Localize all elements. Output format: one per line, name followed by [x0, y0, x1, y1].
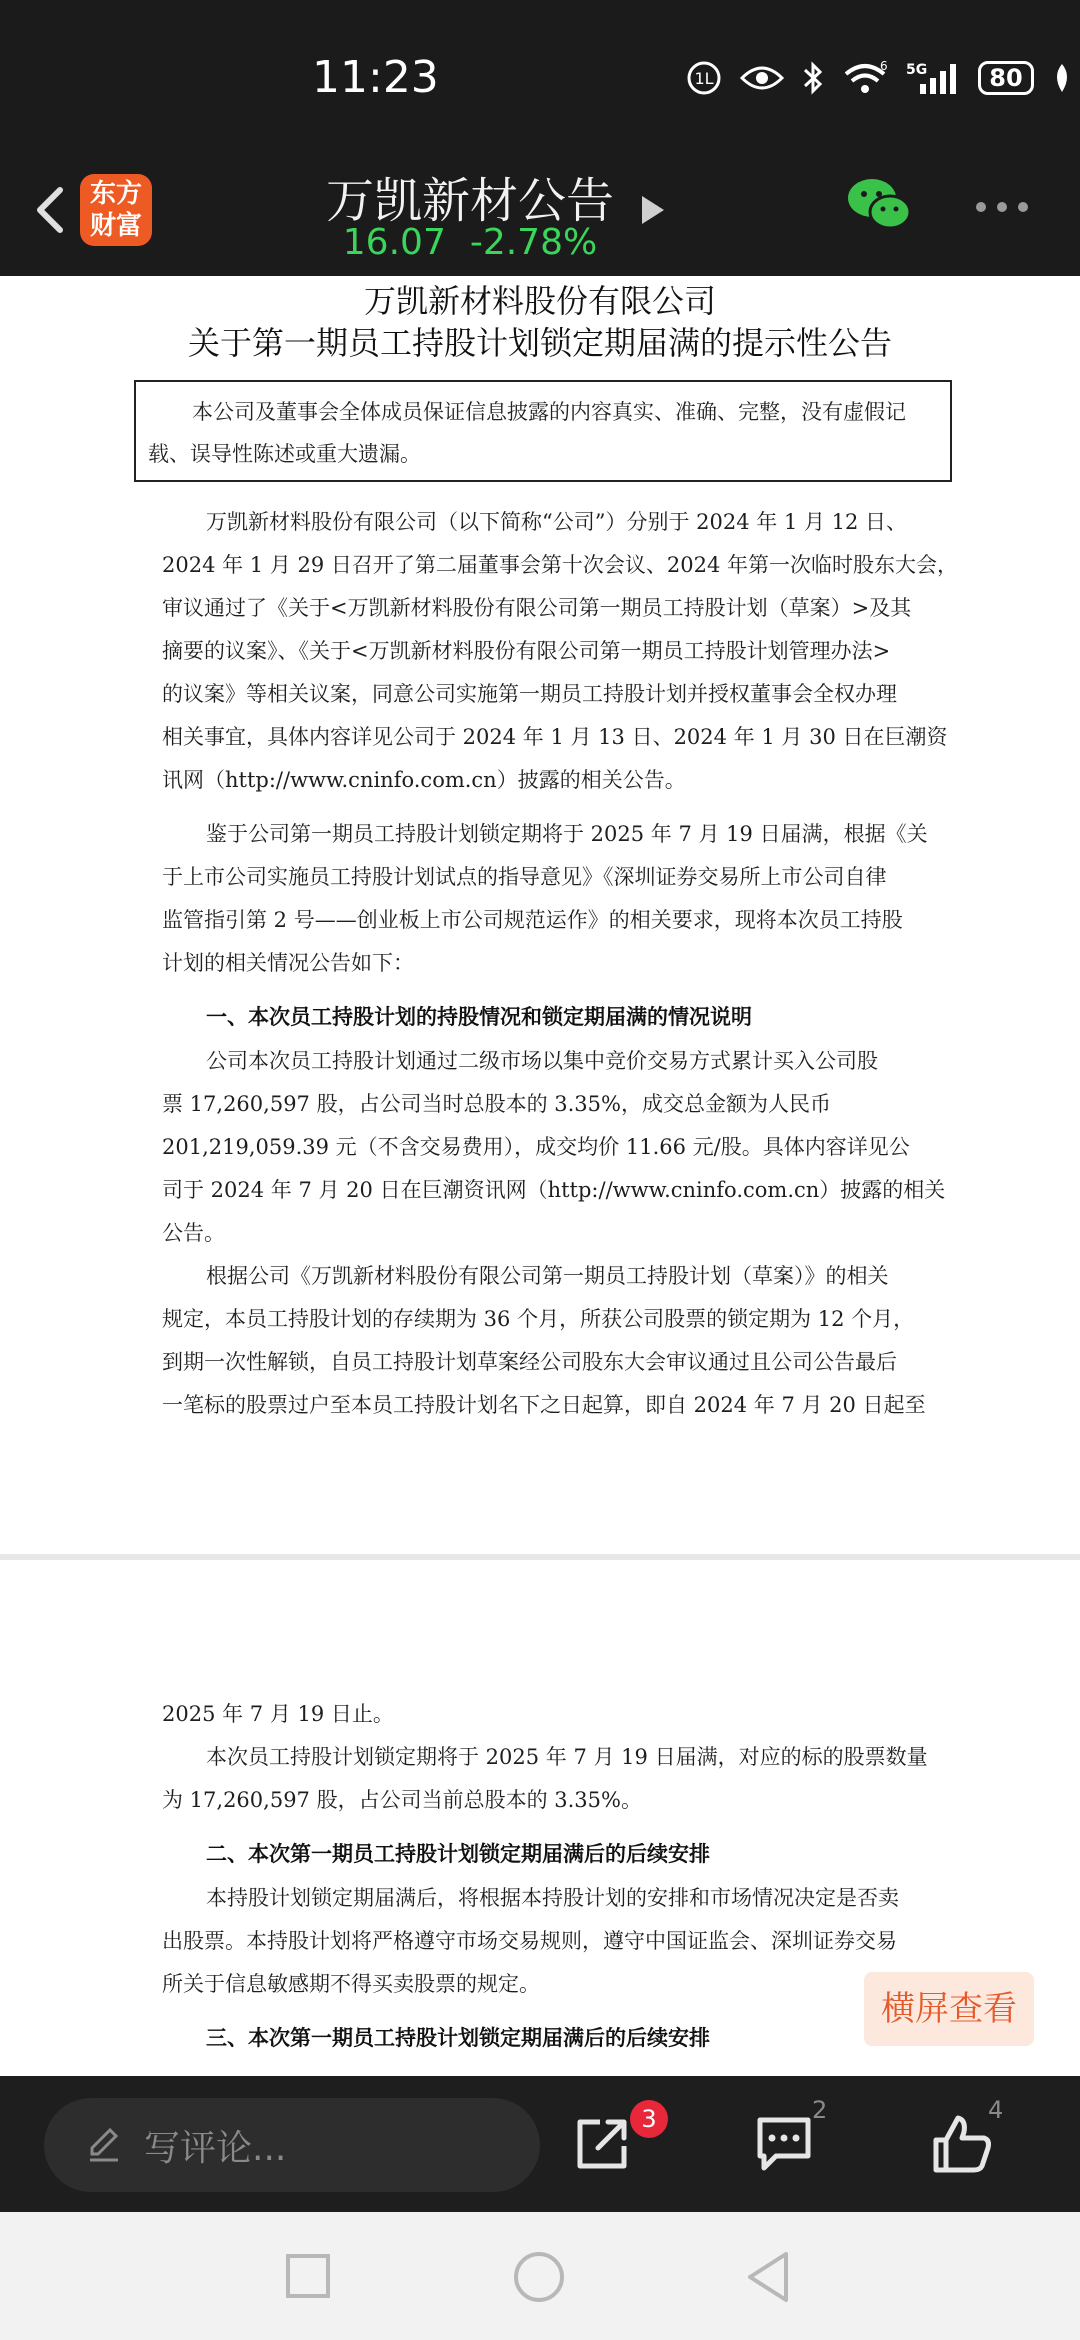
paragraph-line: 本次员工持股计划锁定期将于 2025 年 7 月 19 日届满，对应的标的股票数量 — [206, 1745, 928, 1769]
recent-apps-icon[interactable] — [284, 2252, 332, 2300]
paragraph-line: 规定，本员工持股计划的存续期为 36 个月，所获公司股票的锁定期为 12 个月， — [162, 1307, 915, 1331]
paragraph-line: 本持股计划锁定期届满后，将根据本持股计划的安排和市场情况决定是否卖 — [206, 1886, 899, 1910]
bottom-action-bar — [0, 2076, 1080, 2212]
paragraph-line: 的议案》等相关议案，同意公司实施第一期员工持股计划并授权董事会全权办理 — [162, 682, 897, 706]
thumbs-up-icon[interactable] — [930, 2112, 994, 2176]
home-icon[interactable] — [512, 2250, 566, 2304]
status-icons — [686, 58, 1072, 98]
pen-icon — [84, 2124, 124, 2164]
section-heading-2: 二、本次第一期员工持股计划锁定期届满后的后续安排 — [206, 1842, 710, 1866]
more-options-icon[interactable] — [974, 200, 1030, 214]
paragraph-line: 票 17,260,597 股，占公司当时总股本的 3.35%，成交总金额为人民币 — [162, 1092, 831, 1116]
comment-icon[interactable] — [752, 2112, 816, 2176]
disclaimer-line: 本公司及董事会全体成员保证信息披露的内容真实、准确、完整，没有虚假记 — [192, 400, 906, 424]
paragraph-line: 201,219,059.39 元（不含交易费用），成交均价 11.66 元/股。具体内容详见公 — [162, 1135, 910, 1159]
paragraph-line: 公告。 — [162, 1221, 225, 1245]
wifi-icon — [842, 60, 888, 96]
comment-placeholder: 写评论... — [144, 2128, 287, 2169]
paragraph-line: 2025 年 7 月 19 日止。 — [162, 1702, 394, 1726]
paragraph-line: 到期一次性解锁，自员工持股计划草案经公司股东大会审议通过且公司公告最后 — [162, 1350, 897, 1374]
section-heading-3: 三、本次第一期员工持股计划锁定期届满后的后续安排 — [206, 2026, 710, 2050]
data-usage-icon — [686, 60, 722, 96]
share-count-badge: 3 — [630, 2100, 668, 2138]
status-time: 11:23 — [312, 52, 439, 103]
announcement-document[interactable] — [0, 276, 1080, 2076]
paragraph-line: 为 17,260,597 股，占公司当前总股本的 3.35%。 — [162, 1788, 642, 1812]
svg-text:6: 6 — [880, 60, 888, 73]
signal-5g-icon — [906, 60, 960, 96]
paragraph-line: 一笔标的股票过户至本员工持股计划名下之日起算，即自 2024 年 7 月 20 日起至 — [162, 1393, 926, 1417]
logo-line-2: 财富 — [89, 211, 142, 241]
like-count: 4 — [988, 2096, 1004, 2124]
paragraph-line: 所关于信息敏感期不得买卖股票的规定。 — [162, 1972, 540, 1996]
paragraph-line: 摘要的议案》、《关于<万凯新材料股份有限公司第一期员工持股计划管理办法> — [162, 639, 891, 663]
paragraph-line: 监管指引第 2 号——创业板上市公司规范运作》的相关要求，现将本次员工持股 — [162, 908, 903, 932]
svg-text:5G: 5G — [906, 62, 928, 78]
doc-company-title: 万凯新材料股份有限公司 — [363, 282, 716, 320]
page-break-divider — [0, 1554, 1080, 1560]
paragraph-line: 审议通过了《关于<万凯新材料股份有限公司第一期员工持股计划（草案）>及其 — [162, 596, 912, 620]
doc-announcement-title: 关于第一期员工持股计划锁定期届满的提示性公告 — [187, 324, 892, 362]
page-title: 万凯新材公告 — [325, 173, 614, 229]
comment-count: 2 — [812, 2096, 828, 2124]
bluetooth-icon — [802, 60, 824, 96]
eye-icon — [740, 62, 784, 94]
paragraph-line: 2024 年 1 月 29 日召开了第二届董事会第十次会议、2024 年第一次临时股东大会， — [162, 553, 959, 577]
paragraph-line: 于上市公司实施员工持股计划试点的指导意见》《深圳证券交易所上市公司自律 — [162, 865, 887, 889]
status-bar — [0, 0, 1080, 160]
section-heading-1: 一、本次员工持股计划的持股情况和锁定期届满的情况说明 — [206, 1005, 752, 1029]
wechat-share-icon[interactable] — [846, 174, 912, 234]
comment-input[interactable] — [44, 2098, 540, 2192]
paragraph-line: 万凯新材料股份有限公司（以下简称“公司”）分别于 2024 年 1 月 12 日、 — [206, 510, 908, 534]
stock-quote[interactable] — [0, 222, 940, 263]
app-header — [0, 160, 1080, 276]
system-navigation-bar — [0, 2212, 1080, 2340]
play-triangle-icon[interactable] — [638, 190, 668, 230]
paragraph-line: 公司本次员工持股计划通过二级市场以集中竞价交易方式累计买入公司股 — [206, 1049, 878, 1073]
paragraph-line: 鉴于公司第一期员工持股计划锁定期将于 2025 年 7 月 19 日届满，根据《关 — [206, 822, 928, 846]
share-icon[interactable] — [570, 2112, 634, 2176]
paragraph-line: 讯网（http://www.cninfo.com.cn）披露的相关公告。 — [162, 768, 686, 792]
disclaimer-box — [134, 380, 952, 482]
battery-icon: 80 — [978, 61, 1034, 95]
leaf-icon — [1052, 62, 1072, 94]
paragraph-line: 相关事宜，具体内容详见公司于 2024 年 1 月 13 日、2024 年 1 月 30 日在巨潮资 — [162, 725, 948, 749]
landscape-view-button[interactable]: 横屏查看 — [864, 1972, 1034, 2046]
paragraph-line: 出股票。本持股计划将严格遵守市场交易规则，遵守中国证监会、深圳证券交易 — [162, 1929, 897, 1953]
back-nav-icon[interactable] — [744, 2250, 792, 2304]
stock-change: -2.78% — [469, 222, 598, 263]
paragraph-line: 计划的相关情况公告如下： — [162, 951, 414, 975]
svg-text:1L: 1L — [694, 69, 714, 88]
disclaimer-line: 载、误导性陈述或重大遗漏。 — [148, 442, 421, 466]
stock-price: 16.07 — [342, 222, 446, 263]
paragraph-line: 根据公司《万凯新材料股份有限公司第一期员工持股计划（草案）》的相关 — [206, 1264, 889, 1288]
paragraph-line: 司于 2024 年 7 月 20 日在巨潮资讯网（http://www.cninfo.com.cn）披露的相关 — [162, 1178, 946, 1202]
logo-line-1: 东方 — [89, 179, 142, 209]
